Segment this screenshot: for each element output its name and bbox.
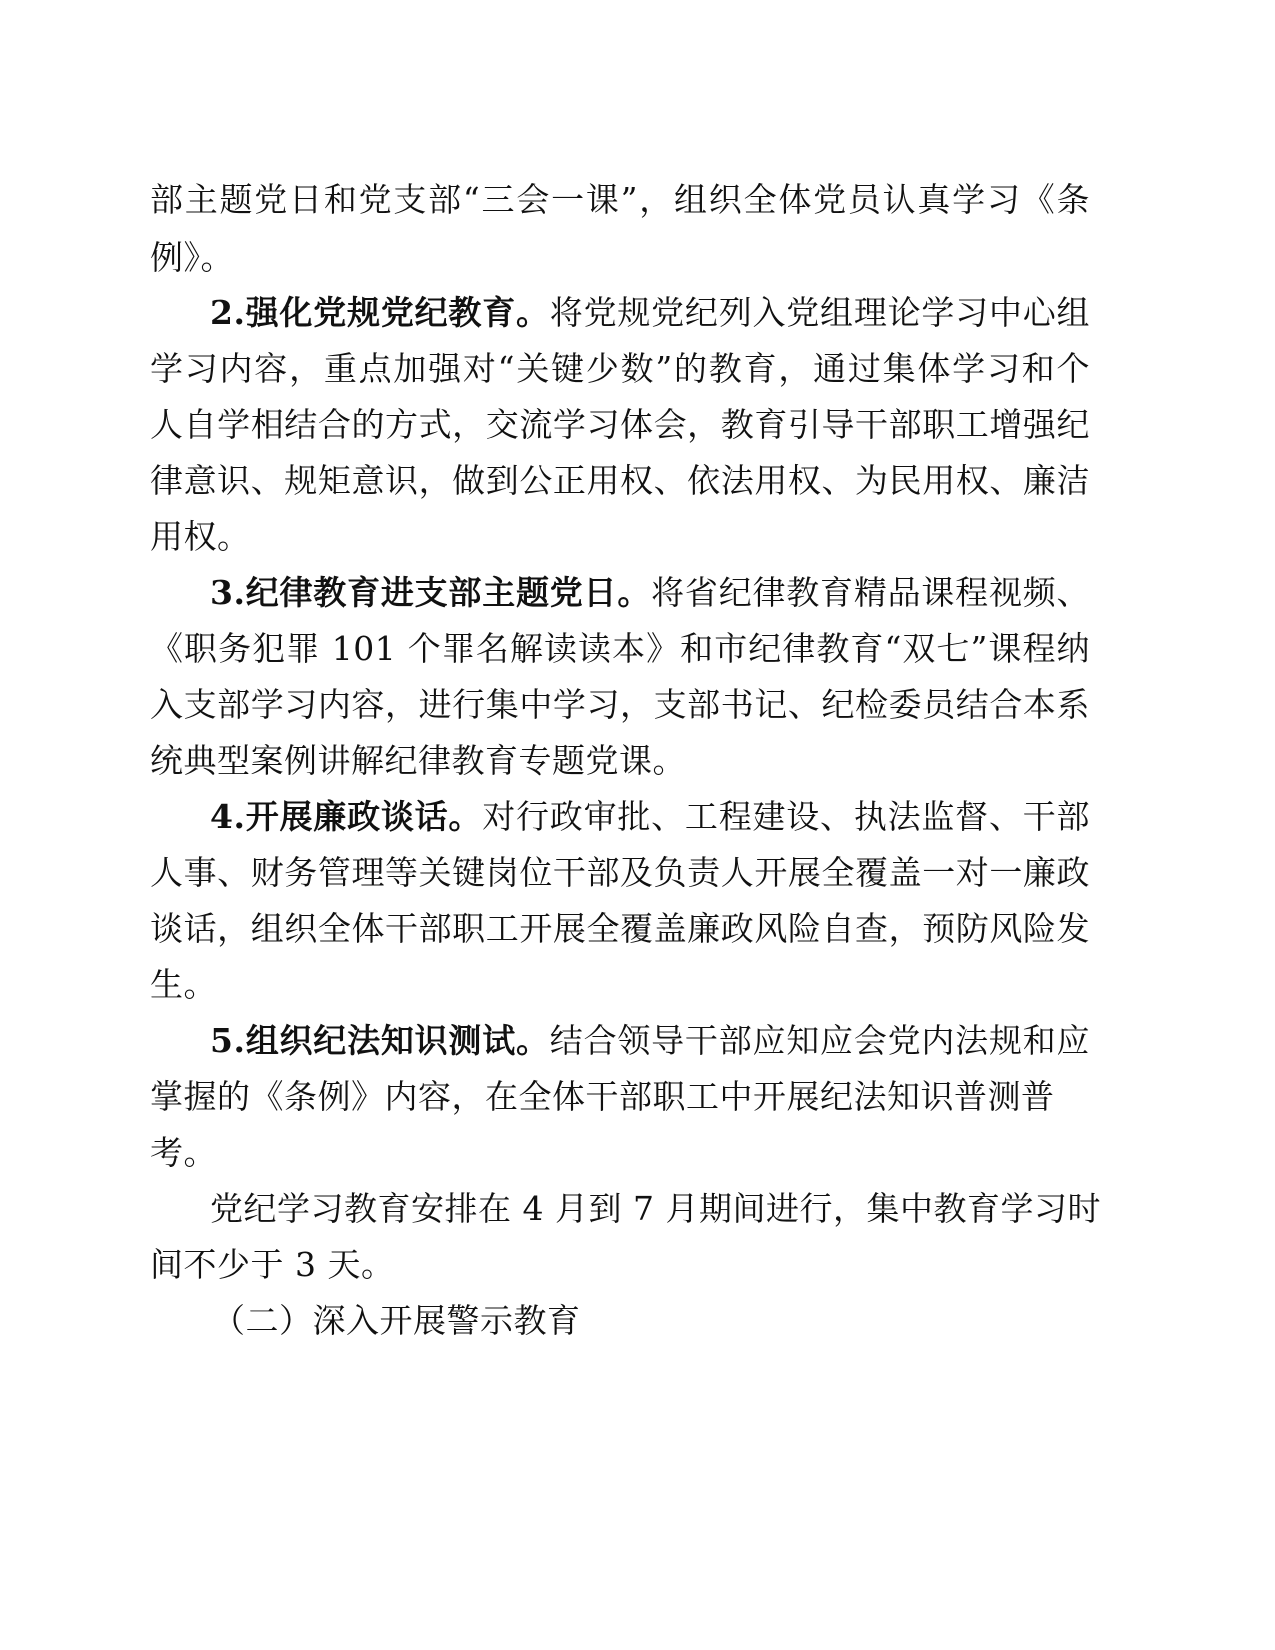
paragraph-line [150, 1133, 1090, 1173]
paragraph-line [210, 573, 1090, 613]
paragraph-line [150, 685, 1090, 725]
item-heading: 4.开展廉政谈话。 [210, 797, 483, 836]
paragraph-line [150, 965, 1090, 1005]
paragraph-line [150, 629, 1090, 669]
paragraph-line [150, 461, 1090, 501]
line-text: 例》。 [150, 238, 234, 277]
line-text: 律意识、规矩意识，做到公正用权、依法用权、为民用权、廉洁 [150, 461, 1090, 500]
line-text: 学习内容，重点加强对“关键少数”的教育，通过集体学习和个 [150, 349, 1090, 388]
item-heading: 5.组织纪法知识测试。 [210, 1021, 550, 1060]
paragraph-line [150, 349, 1090, 389]
line-text: 间不少于 3 天。 [150, 1245, 395, 1284]
line-text: 将省纪律教育精品课程视频、 [651, 573, 1091, 612]
paragraph-line [150, 1245, 1090, 1285]
section-heading-text: （二）深入开展警示教育 [212, 1301, 581, 1340]
line-text: 用权。 [150, 517, 251, 556]
line-text: 人自学相结合的方式，交流学习体会，教育引导干部职工增强纪 [150, 405, 1090, 444]
line-text: 谈话，组织全体干部职工开展全覆盖廉政风险自查，预防风险发 [150, 909, 1090, 948]
line-text: 党纪学习教育安排在 4 月到 7 月期间进行，集中教育学习时 [210, 1189, 1101, 1228]
line-text: 统典型案例讲解纪律教育专题党课。 [150, 741, 686, 780]
paragraph-line [150, 1077, 1060, 1117]
line-text: 《职务犯罪 101 个罪名解读读本》和市纪律教育“双七”课程纳 [150, 629, 1090, 668]
line-text: 部主题党日和党支部“三会一课”，组织全体党员认真学习《条 [150, 180, 1090, 219]
line-text: 掌握的《条例》内容，在全体干部职工中开展纪法知识普测普 [150, 1077, 1055, 1116]
paragraph-line [210, 293, 1090, 333]
line-text: 生。 [150, 965, 217, 1004]
line-text: 人事、财务管理等关键岗位干部及负责人开展全覆盖一对一廉政 [150, 853, 1090, 892]
paragraph-line [150, 517, 1090, 557]
item-heading: 3.纪律教育进支部主题党日。 [210, 573, 652, 612]
line-text: 结合领导干部应知应会党内法规和应 [549, 1021, 1091, 1060]
paragraph-line [150, 741, 1090, 781]
paragraph-line [210, 1189, 1101, 1229]
line-text: 入支部学习内容，进行集中学习，支部书记、纪检委员结合本系 [150, 685, 1090, 724]
item-heading: 2.强化党规党纪教育。 [210, 293, 550, 332]
paragraph-line [150, 405, 1090, 445]
paragraph-line [150, 853, 1090, 893]
paragraph-line [150, 238, 1090, 278]
paragraph-line [150, 180, 1090, 220]
section-heading [212, 1301, 1152, 1341]
line-text: 考。 [150, 1133, 217, 1172]
line-text: 将党规党纪列入党组理论学习中心组 [549, 293, 1091, 332]
paragraph-line [210, 1021, 1090, 1061]
paragraph-line [210, 797, 1090, 837]
line-text: 对行政审批、工程建设、执法监督、干部 [482, 797, 1091, 836]
paragraph-line [150, 909, 1090, 949]
